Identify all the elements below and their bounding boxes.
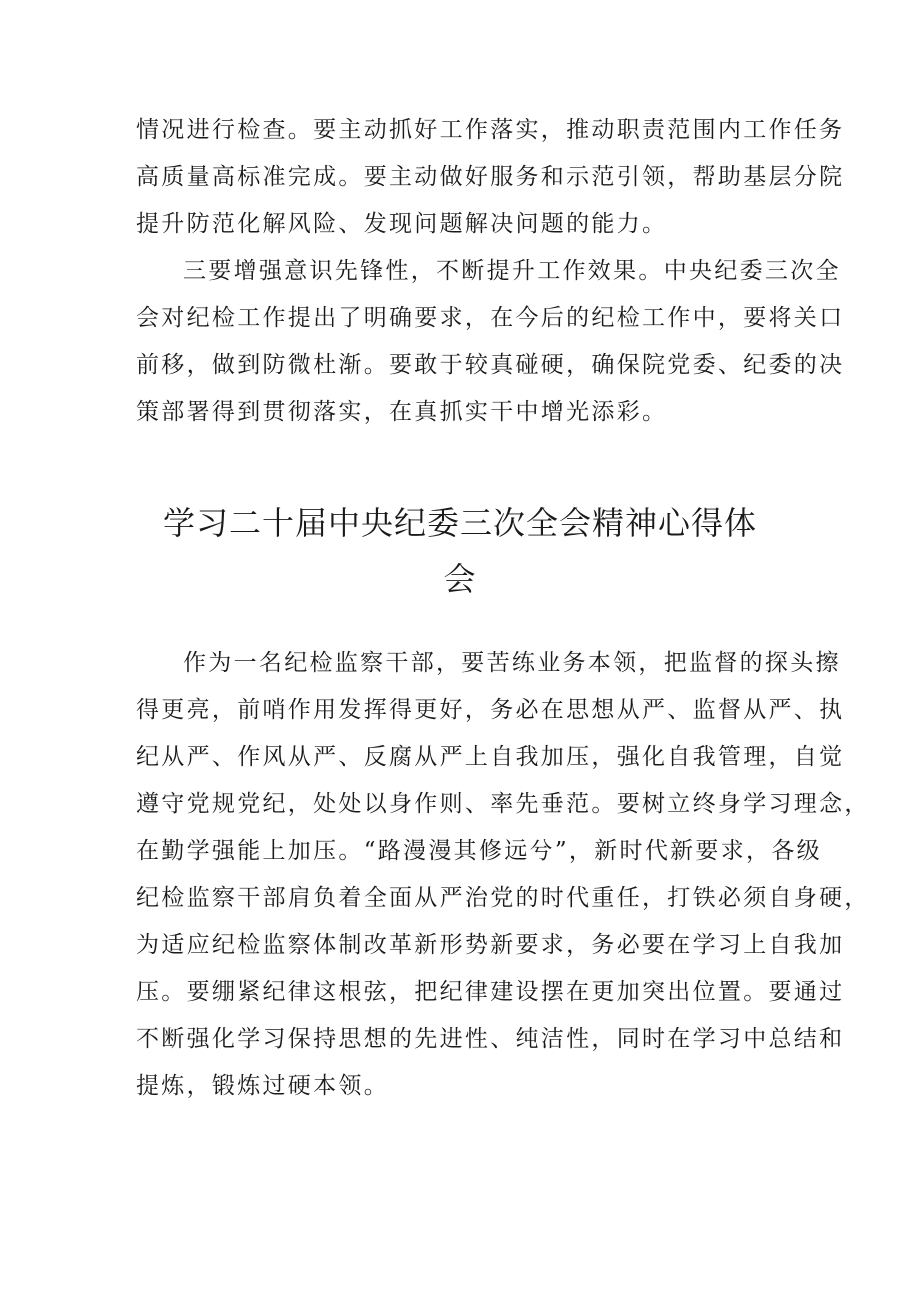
title-line: 会 xyxy=(443,560,477,598)
paragraph-pioneer-awareness xyxy=(136,248,845,436)
title-line: 学习二十届中央纪委三次全会精神心得体 xyxy=(162,504,757,542)
text-line: 得更亮，前哨作用发挥得更好，务必在思想从严、监督从严、执 xyxy=(136,697,845,723)
text-line: 纪从严、作风从严、反腐从严上自我加压，强化自我管理，自觉 xyxy=(136,744,845,770)
text-line: 情况进行检查。要主动抓好工作落实，推动职责范围内工作任务 xyxy=(136,117,845,143)
article-title xyxy=(120,495,800,607)
text-line: 三要增强意识先锋性，不断提升工作效果。中央纪委三次全 xyxy=(183,258,841,284)
text-line: 遵守党规党纪，处处以身作则、率先垂范。要树立终身学习理念， xyxy=(136,791,870,817)
text-line: 为适应纪检监察体制改革新形势新要求，务必要在学习上自我加 xyxy=(136,932,845,958)
text-line: 在勤学强能上加压。“路漫漫其修远兮”，新时代新要求，各级 xyxy=(136,838,822,864)
paragraph-inspection xyxy=(136,107,845,248)
text-line: 作为一名纪检监察干部，要苦练业务本领，把监督的探头擦 xyxy=(183,650,841,676)
text-line: 提升防范化解风险、发现问题解决问题的能力。 xyxy=(136,211,668,237)
text-line: 高质量高标准完成。要主动做好服务和示范引领，帮助基层分院 xyxy=(136,164,845,190)
text-line: 策部署得到贯彻落实，在真抓实干中增光添彩。 xyxy=(136,399,668,425)
text-line: 前移，做到防微杜渐。要敢于较真碰硬，确保院党委、纪委的决 xyxy=(136,352,845,378)
text-line: 提炼，锻炼过硬本领。 xyxy=(136,1073,389,1099)
text-line: 会对纪检工作提出了明确要求，在今后的纪检工作中，要将关口 xyxy=(136,305,845,331)
text-line: 不断强化学习保持思想的先进性、纯洁性，同时在学习中总结和 xyxy=(136,1026,845,1052)
text-line: 纪检监察干部肩负着全面从严治党的时代重任，打铁必须自身硬， xyxy=(136,885,870,911)
paragraph-cadre-study xyxy=(136,640,870,1110)
text-line: 压。要绷紧纪律这根弦，把纪律建设摆在更加突出位置。要通过 xyxy=(136,979,845,1005)
